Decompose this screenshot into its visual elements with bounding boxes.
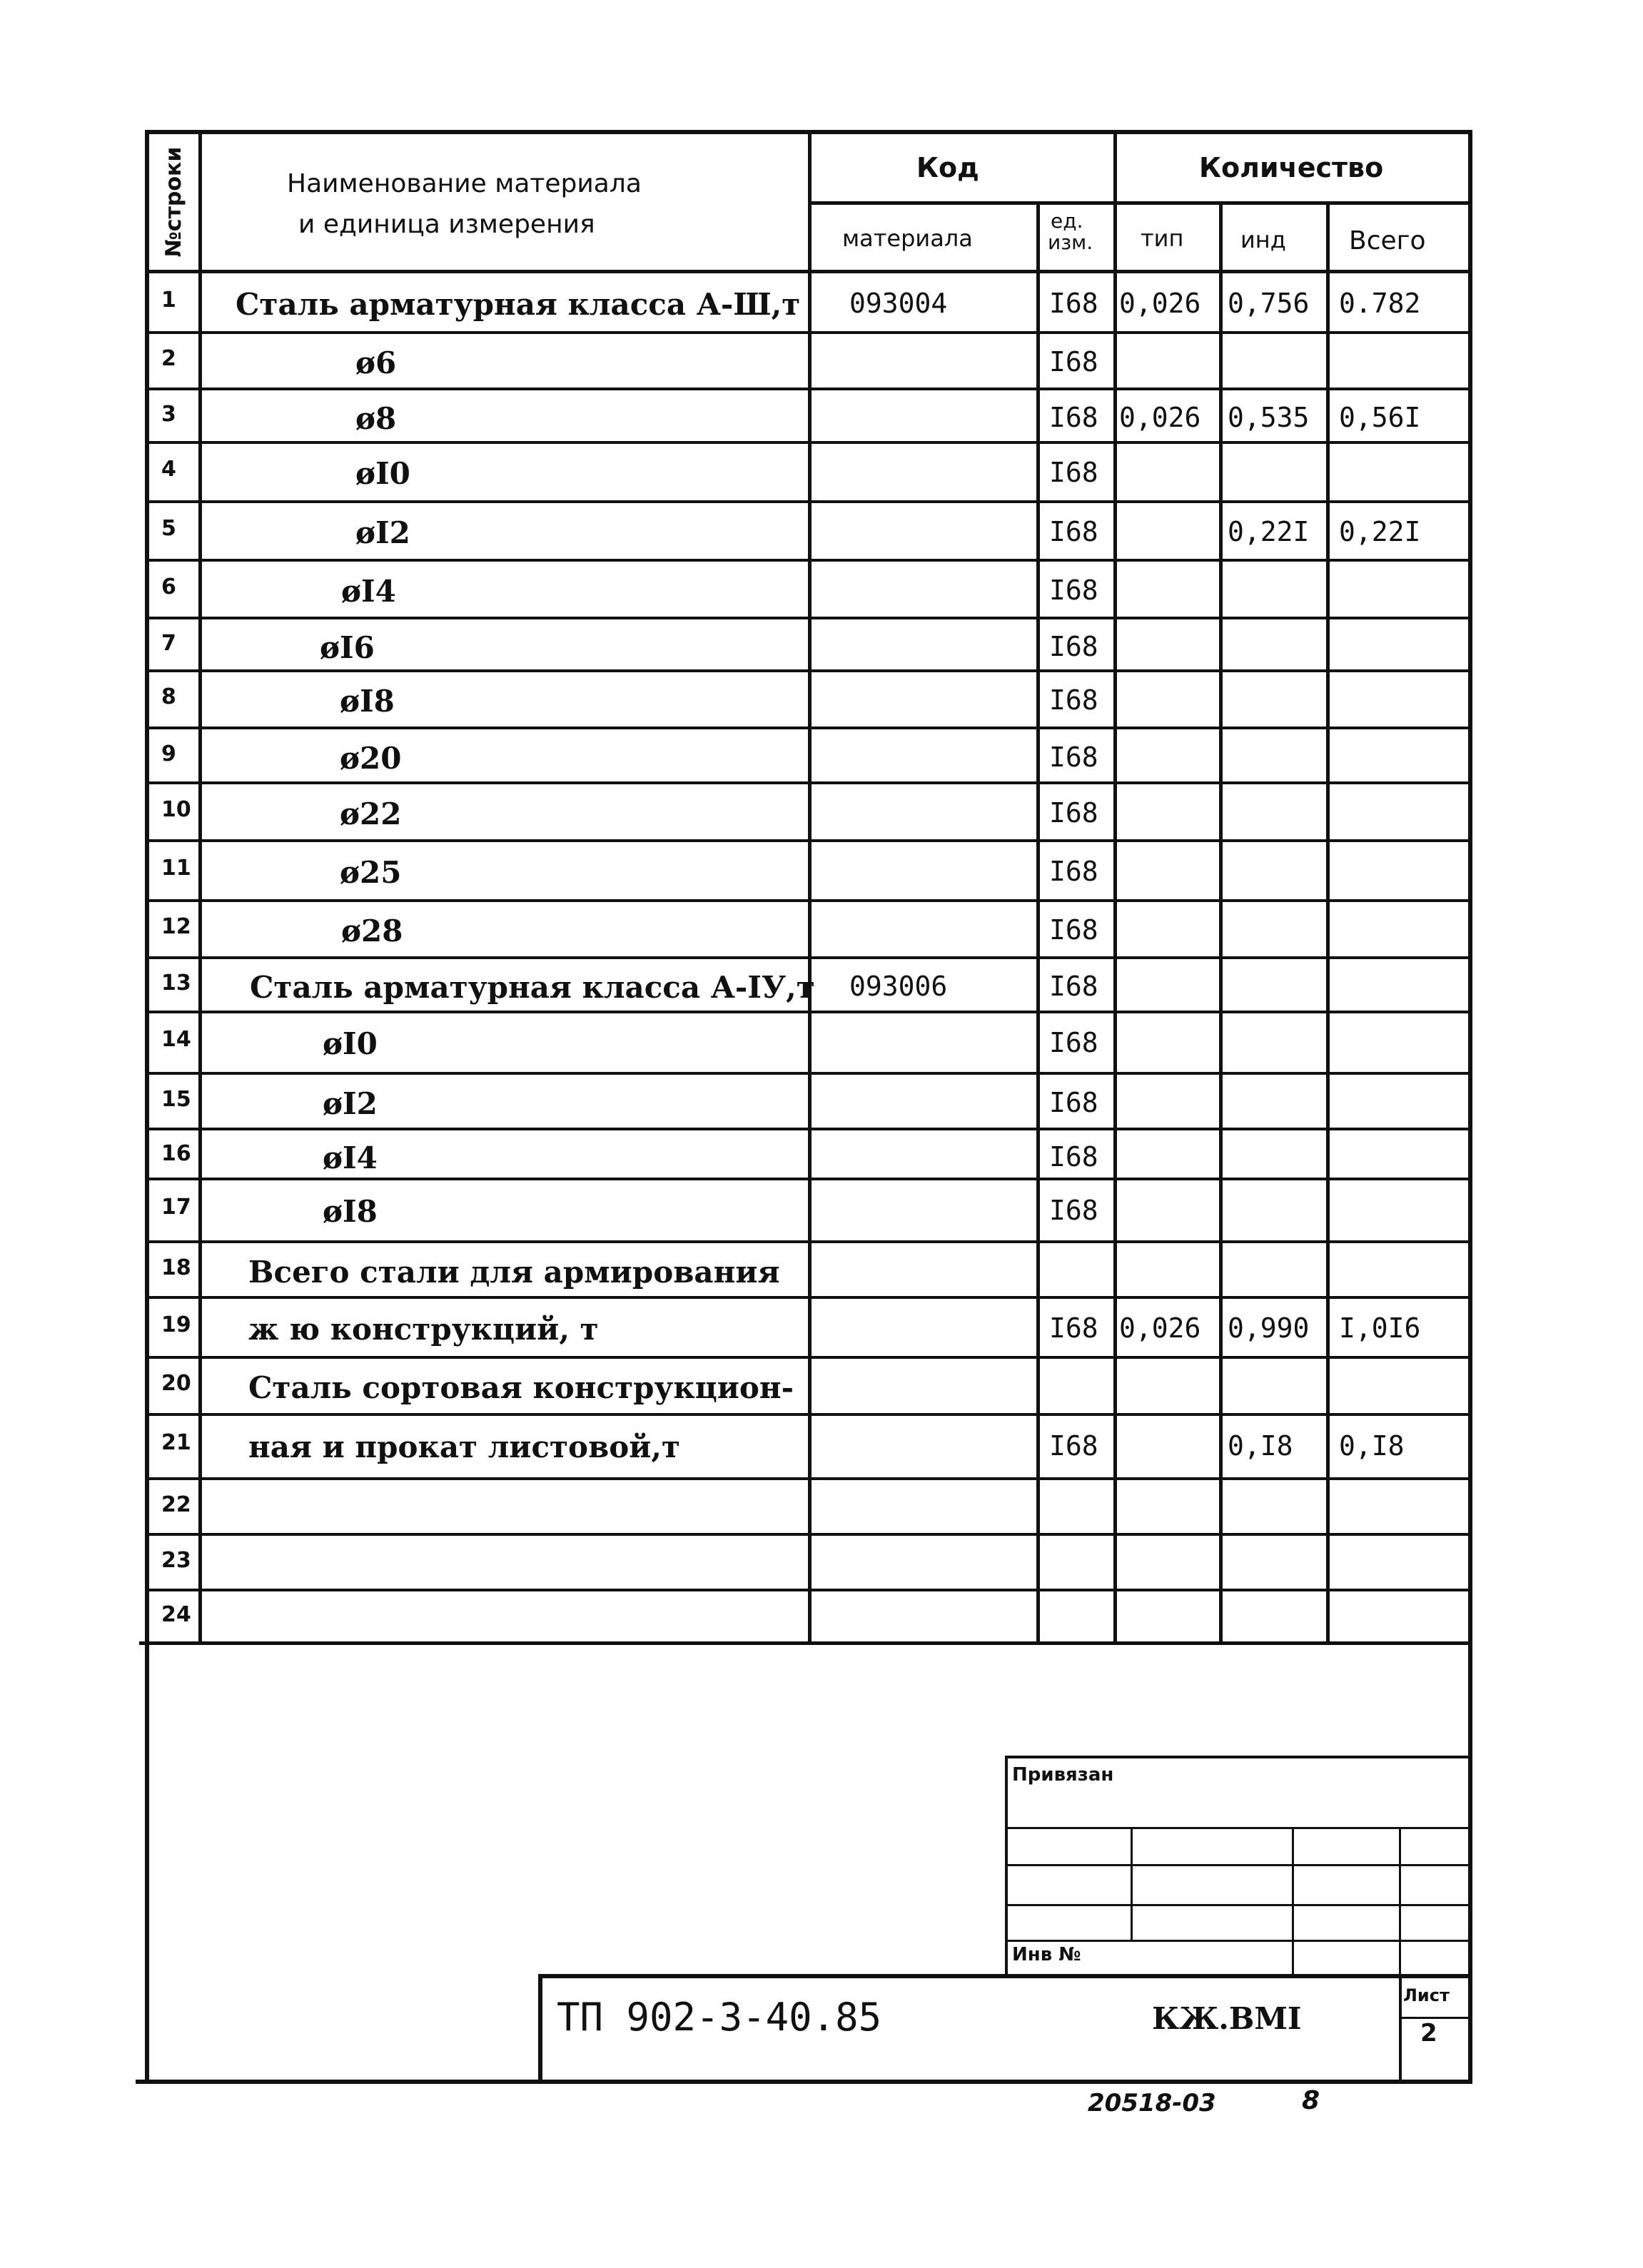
table-row-line: [146, 956, 1472, 959]
row-name: øI0: [323, 1026, 378, 1061]
row-unit-code: I68: [1049, 1087, 1098, 1118]
row-number: 17: [161, 1195, 191, 1220]
stamp-attach-line2: [1006, 1864, 1472, 1866]
table-row-line: [146, 559, 1472, 562]
row-number: 9: [161, 741, 176, 766]
stamp-attach-left: [1005, 1756, 1008, 1977]
stamp-attach-line4: [1006, 1940, 1472, 1942]
stamp-attached-label: Привязан: [1012, 1764, 1114, 1786]
row-name: øI8: [340, 684, 395, 719]
row-ind-qty: 0,756: [1228, 288, 1310, 319]
row-number: 22: [161, 1492, 191, 1517]
footer-page-number: 8: [1302, 2086, 1320, 2115]
row-name: Сталь арматурная класса А-IУ,т: [250, 970, 815, 1005]
row-unit-code: I68: [1049, 1430, 1098, 1462]
row-number: 10: [161, 797, 191, 822]
row-number: 6: [161, 574, 176, 599]
row-unit-code: I68: [1049, 457, 1098, 488]
table-row-line: [146, 1178, 1472, 1180]
row-unit-code: I68: [1049, 684, 1098, 716]
row-unit-code: I68: [1049, 914, 1098, 946]
stamp-attach-vline2: [1292, 1827, 1294, 1977]
table-border-left: [145, 130, 149, 2084]
table-row-line: [146, 899, 1472, 902]
row-total-qty: 0,22I: [1339, 516, 1421, 547]
header-quantity: Количество: [1199, 152, 1384, 183]
row-ind-qty: 0,22I: [1228, 516, 1310, 547]
row-ind-qty: 0,990: [1228, 1312, 1310, 1344]
row-number: 1: [161, 288, 176, 313]
row-number: 21: [161, 1430, 191, 1455]
table-row-line: [146, 1072, 1472, 1075]
header-type: тип: [1141, 225, 1184, 252]
row-unit-code: I68: [1049, 797, 1098, 829]
stamp-inv-label: Инв №: [1012, 1944, 1081, 1965]
row-unit-code: I68: [1049, 516, 1098, 547]
row-number: 20: [161, 1371, 191, 1396]
row-unit-code: I68: [1049, 971, 1098, 1002]
table-row-line: [146, 388, 1472, 390]
row-total-qty: I,0I6: [1339, 1312, 1421, 1344]
row-unit-code: I68: [1049, 856, 1098, 887]
col-line-material: [1036, 201, 1040, 1643]
row-total-qty: 0,I8: [1339, 1430, 1405, 1462]
header-unit-line1: ед.: [1051, 209, 1083, 233]
row-unit-code: I68: [1049, 346, 1098, 378]
row-name: øI4: [341, 574, 396, 609]
row-number: 2: [161, 346, 176, 371]
row-type-qty: 0,026: [1119, 402, 1201, 433]
row-unit-code: I68: [1049, 288, 1098, 319]
row-unit-code: I68: [1049, 1312, 1098, 1344]
col-line-rowno: [198, 130, 202, 1643]
table-row-line: [146, 1128, 1472, 1130]
table-row-line: [146, 1356, 1472, 1359]
row-name: ная и прокат листовой,т: [248, 1429, 681, 1464]
row-unit-code: I68: [1049, 1195, 1098, 1226]
col-line-ind: [1326, 201, 1330, 1643]
row-ind-qty: 0,I8: [1228, 1430, 1293, 1462]
table-row-line: [146, 331, 1472, 334]
row-name: øI2: [355, 515, 410, 550]
row-name: Сталь сортовая конструкцион-: [248, 1370, 794, 1405]
row-number: 4: [161, 457, 176, 482]
row-material-code: 093006: [849, 971, 948, 1002]
table-row-line: [146, 1477, 1472, 1480]
header-code-split: [809, 201, 1470, 205]
stamp-title-left: [538, 1974, 542, 2082]
row-total-qty: 0.782: [1339, 288, 1421, 319]
row-name: Всего стали для армирования: [248, 1255, 780, 1290]
stamp-sheet-left: [1399, 1974, 1402, 2082]
stamp-title-top: [540, 1974, 1472, 1978]
stamp-doc-code: ТП 902-3-40.85: [557, 1995, 882, 2040]
row-number: 5: [161, 516, 176, 541]
row-unit-code: I68: [1049, 741, 1098, 773]
row-number: 14: [161, 1027, 191, 1052]
header-unit-line2: изм.: [1048, 231, 1093, 254]
table-row-line: [146, 727, 1472, 729]
header-ind: инд: [1240, 226, 1286, 253]
row-unit-code: I68: [1049, 631, 1098, 662]
table-row-line: [146, 1240, 1472, 1243]
header-total: Всего: [1349, 226, 1426, 255]
table-row-line: [146, 1413, 1472, 1416]
row-total-qty: 0,56I: [1339, 402, 1421, 433]
row-name: ø25: [340, 855, 402, 890]
row-unit-code: I68: [1049, 1027, 1098, 1058]
table-border-bottom: [136, 2080, 1472, 2084]
row-name: Сталь арматурная класса А-Ш,т: [236, 287, 801, 322]
row-number: 11: [161, 856, 191, 881]
row-unit-code: I68: [1049, 402, 1098, 433]
row-number: 23: [161, 1548, 191, 1573]
row-name: øI0: [355, 456, 410, 491]
stamp-sheet-number: 2: [1420, 2019, 1437, 2047]
header-name-line1: Наименование материала: [287, 169, 642, 198]
stamp-attach-line1: [1006, 1827, 1472, 1829]
row-number: 3: [161, 402, 176, 427]
table-row-line: [146, 441, 1472, 444]
row-name: øI2: [323, 1086, 378, 1121]
row-name: ø28: [341, 913, 403, 948]
footer-archive-number: 20518-03: [1088, 2089, 1216, 2117]
row-number: 12: [161, 914, 191, 939]
table-row-line: [146, 1589, 1472, 1591]
table-row-line: [146, 781, 1472, 784]
row-number: 15: [161, 1087, 191, 1112]
row-material-code: 093004: [849, 288, 948, 319]
col-line-name: [808, 130, 812, 1643]
row-name: ø6: [355, 345, 397, 380]
stamp-sheet-label: Лист: [1403, 1985, 1450, 2005]
table-row-line: [146, 500, 1472, 503]
row-name: øI6: [320, 630, 375, 665]
row-name: ж ю конструкций, т: [248, 1312, 599, 1347]
table-row-line: [146, 669, 1472, 672]
stamp-attach-vline1: [1131, 1827, 1133, 1941]
stamp-mark: КЖ.ВМI: [1152, 2001, 1302, 2036]
row-name: øI4: [323, 1140, 378, 1175]
stamp-attach-line3: [1006, 1904, 1472, 1906]
row-type-qty: 0,026: [1119, 1312, 1201, 1344]
table-row-line: [146, 1296, 1472, 1299]
row-number: 8: [161, 684, 176, 709]
col-line-type: [1219, 201, 1223, 1643]
table-row-line: [146, 839, 1472, 842]
row-name: ø20: [340, 741, 402, 776]
row-name: ø22: [340, 796, 402, 831]
row-ind-qty: 0,535: [1228, 402, 1310, 433]
header-row-no: №строки: [161, 146, 186, 258]
row-number: 13: [161, 971, 191, 996]
row-unit-code: I68: [1049, 574, 1098, 606]
col-line-unit: [1113, 130, 1117, 1643]
row-number: 7: [161, 631, 176, 656]
row-type-qty: 0,026: [1119, 288, 1201, 319]
header-name-line2: и единица измерения: [298, 210, 595, 239]
stamp-attach-vline3: [1399, 1827, 1401, 1977]
row-name: ø8: [355, 401, 397, 436]
header-code: Код: [916, 152, 979, 183]
table-end-line: [139, 1641, 1472, 1645]
row-number: 18: [161, 1255, 191, 1280]
table-row-line: [146, 617, 1472, 619]
row-unit-code: I68: [1049, 1141, 1098, 1173]
row-number: 24: [161, 1602, 191, 1627]
row-number: 19: [161, 1312, 191, 1337]
table-row-line: [146, 1011, 1472, 1013]
header-material: материала: [842, 225, 973, 252]
table-border-right: [1468, 130, 1472, 2084]
row-name: øI8: [323, 1194, 378, 1229]
row-number: 16: [161, 1141, 191, 1166]
table-row-line: [146, 1533, 1472, 1536]
stamp-attach-top: [1006, 1756, 1472, 1758]
